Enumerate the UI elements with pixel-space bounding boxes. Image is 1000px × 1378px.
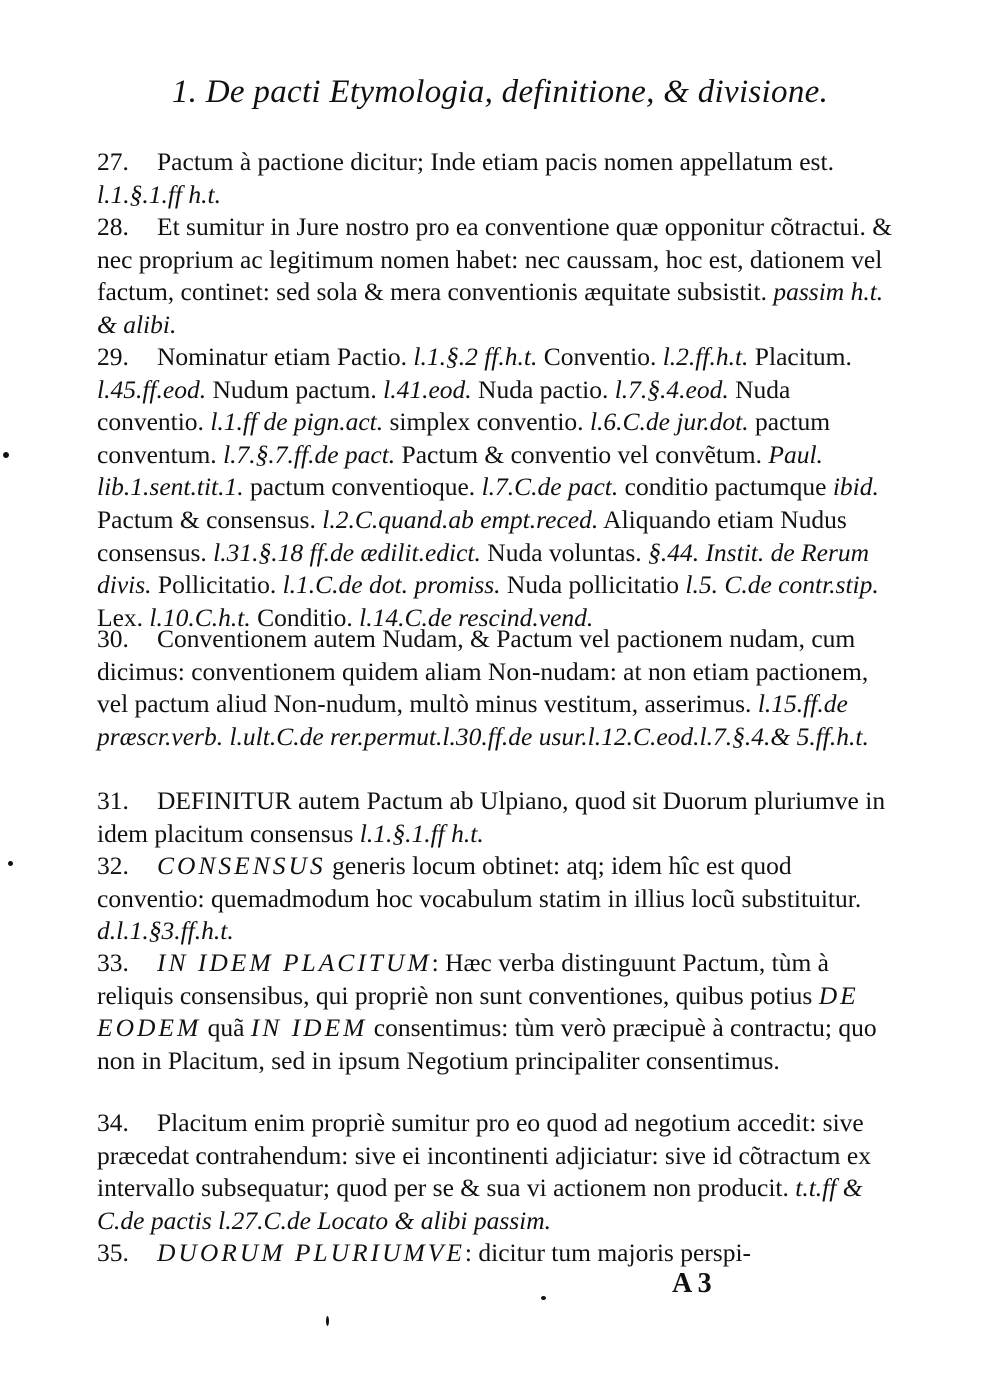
citation-text: t.t.ff & C.de pactis l.27.C.de Locato & alibi passim. [97,1173,863,1235]
page-header: 1. De pacti Etymologia, definitione, & divisione. [171,74,829,110]
body-text: pactum conventioque. [243,472,482,502]
body-text: Pactum & consensus. [97,504,323,534]
paragraph-number: 34. [97,1108,129,1137]
body-text: conditio pactumque [618,472,833,502]
body-text: Pactum & conventio vel convẽtum. [395,439,769,469]
ink-speck [326,1316,329,1326]
paragraph-34 [97,1107,897,1237]
body-text: consentimus: tùm verò præcipuè à contractu; quo non in Placitum, sed in ipsum Negotium principaliter consentimus. [97,1013,877,1075]
body-text: Et sumitur in Jure nostro pro ea conventione quæ opponitur cõtractui. & nec proprium ac legitimum nomen habet: nec caussam, hoc est, dationem vel factum, continet: sed sola & mera conventionis æquitate subsistit. [97,212,893,307]
citation-text: passim h.t. & alibi. [97,277,884,339]
body-text: Pactum à pactione dicitur; Inde etiam pacis nomen appellatum est. [157,147,834,176]
paragraph-29 [97,341,897,634]
paragraph-number: 32. [97,851,129,880]
citation-text: l.10.C.h.t. [149,602,251,632]
citation-text: DE EODEM [97,980,859,1043]
paragraph-33 [97,947,897,1077]
body-text: Conventio. [537,342,663,371]
body-text: Lex. [97,602,150,632]
paragraph-number: 27. [97,147,129,176]
ink-speck [541,1296,546,1300]
body-text: quã [201,1013,251,1043]
citation-text: CONSENSUS [157,851,326,880]
citation-text: l.14.C.de rescind.vend. [359,602,594,632]
citation-text: l.1.§.1.ff h.t. [97,179,221,209]
paragraph-number: 28. [97,212,129,241]
paragraph-27 [97,146,897,211]
body-text: DEFINITUR autem Pactum ab Ulpiano, quod sit Duorum pluriumve in idem placitum consensus [97,786,886,848]
body-text: : dicitur tum majoris perspi- [464,1238,752,1267]
signature-mark: A 3 [672,1268,712,1299]
body-text: simplex conventio. [383,407,590,437]
citation-text: l.7.§.7.ff.de pact. [223,439,396,469]
citation-text: DUORUM PLURIUMVE [157,1238,465,1267]
body-text: Aliquando etiam Nudus consensus. [97,504,847,567]
citation-text: Paul. lib.1.sent.tit.1. [97,439,823,502]
body-text: Nuda voluntas. [480,537,649,567]
body-text: Nuda conventio. [97,374,791,437]
ink-speck [8,861,13,866]
body-text: generis locum obtinet: atq; idem hîc est quod conventio: quemadmodum hoc vocabulum statim in illius locũ substituitur. [97,851,862,913]
body-text: Nominatur etiam Pactio. [157,342,414,371]
ink-speck [3,452,9,458]
citation-text: ibid. [832,472,879,502]
citation-text: l.1.§.2 ff.h.t. [413,342,538,371]
citation-text: l.1.C.de dot. promiss. [282,570,501,600]
paragraph-number: 29. [97,342,129,371]
paragraph-number: 35. [97,1238,129,1267]
citation-text: l.1.ff de pign.act. [210,407,384,437]
citation-text: IN IDEM [250,1013,368,1043]
citation-text: l.7.C.de pact. [481,472,619,502]
body-text: Placitum enim propriè sumitur pro eo quod ad negotium accedit: sive præcedat contrahendum: sive ei incontinenti adjiciatur: sive id cõtractum ex intervallo subsequatur; quod per se & sua vi actionem non producit. [97,1108,871,1203]
body-text: Conventionem autem Nudam, & Pactum vel pactionem nudam, cum dicimus: conventionem quidem aliam Non-nudam: at non etiam pactionem, vel pactum aliud Non-nudum, multò minus vestitum, asserimus. [97,624,869,719]
citation-text: l.15.ff.de præscr.verb. l.ult.C.de rer.permut.l.30.ff.de usur.l.12.C.eod.l.7.§.4.& 5.ff.h.t. [97,689,869,751]
citation-text: l.31.§.18 ff.de ædilit.edict. [213,537,481,567]
body-text: : Hæc verba distinguunt Pactum, tùm à reliquis consensibus, qui propriè non sunt conventiones, quibus potius [97,948,829,1010]
body-text: pactum conventum. [97,407,831,469]
citation-text: l.41.eod. [383,374,472,404]
citation-text: l.5. C.de contr.stip. [685,570,879,600]
citation-text: l.2.C.quand.ab empt.reced. [322,504,599,534]
paragraph-number: 31. [97,786,129,815]
paragraph-number: 30. [97,624,129,653]
citation-text: l.45.ff.eod. [97,374,207,404]
paragraph-35 [97,1237,897,1270]
body-text: Nuda pactio. [471,374,615,404]
citation-text: IN IDEM PLACITUM [157,948,432,977]
citation-text: l.1.§.1.ff h.t. [359,818,484,848]
citation-text: l.6.C.de jur.dot. [589,407,749,437]
body-text: Conditio. [250,602,360,632]
body-text: Placitum. [748,342,852,371]
body-text: Nuda pollicitatio [500,570,686,600]
paragraph-30 [97,623,897,753]
citation-text: l.7.§.4.eod. [614,374,729,404]
paragraph-28 [97,211,897,341]
body-text: Pollicitatio. [151,570,283,600]
citation-text: l.2.ff.h.t. [662,342,749,371]
citation-text: §.44. Instit. de Rerum divis. [97,537,870,600]
citation-text: d.l.1.§3.ff.h.t. [97,916,234,946]
paragraph-31 [97,785,897,850]
paragraph-32 [97,850,897,948]
body-text: Nudum pactum. [206,374,384,404]
paragraph-number: 33. [97,948,129,977]
